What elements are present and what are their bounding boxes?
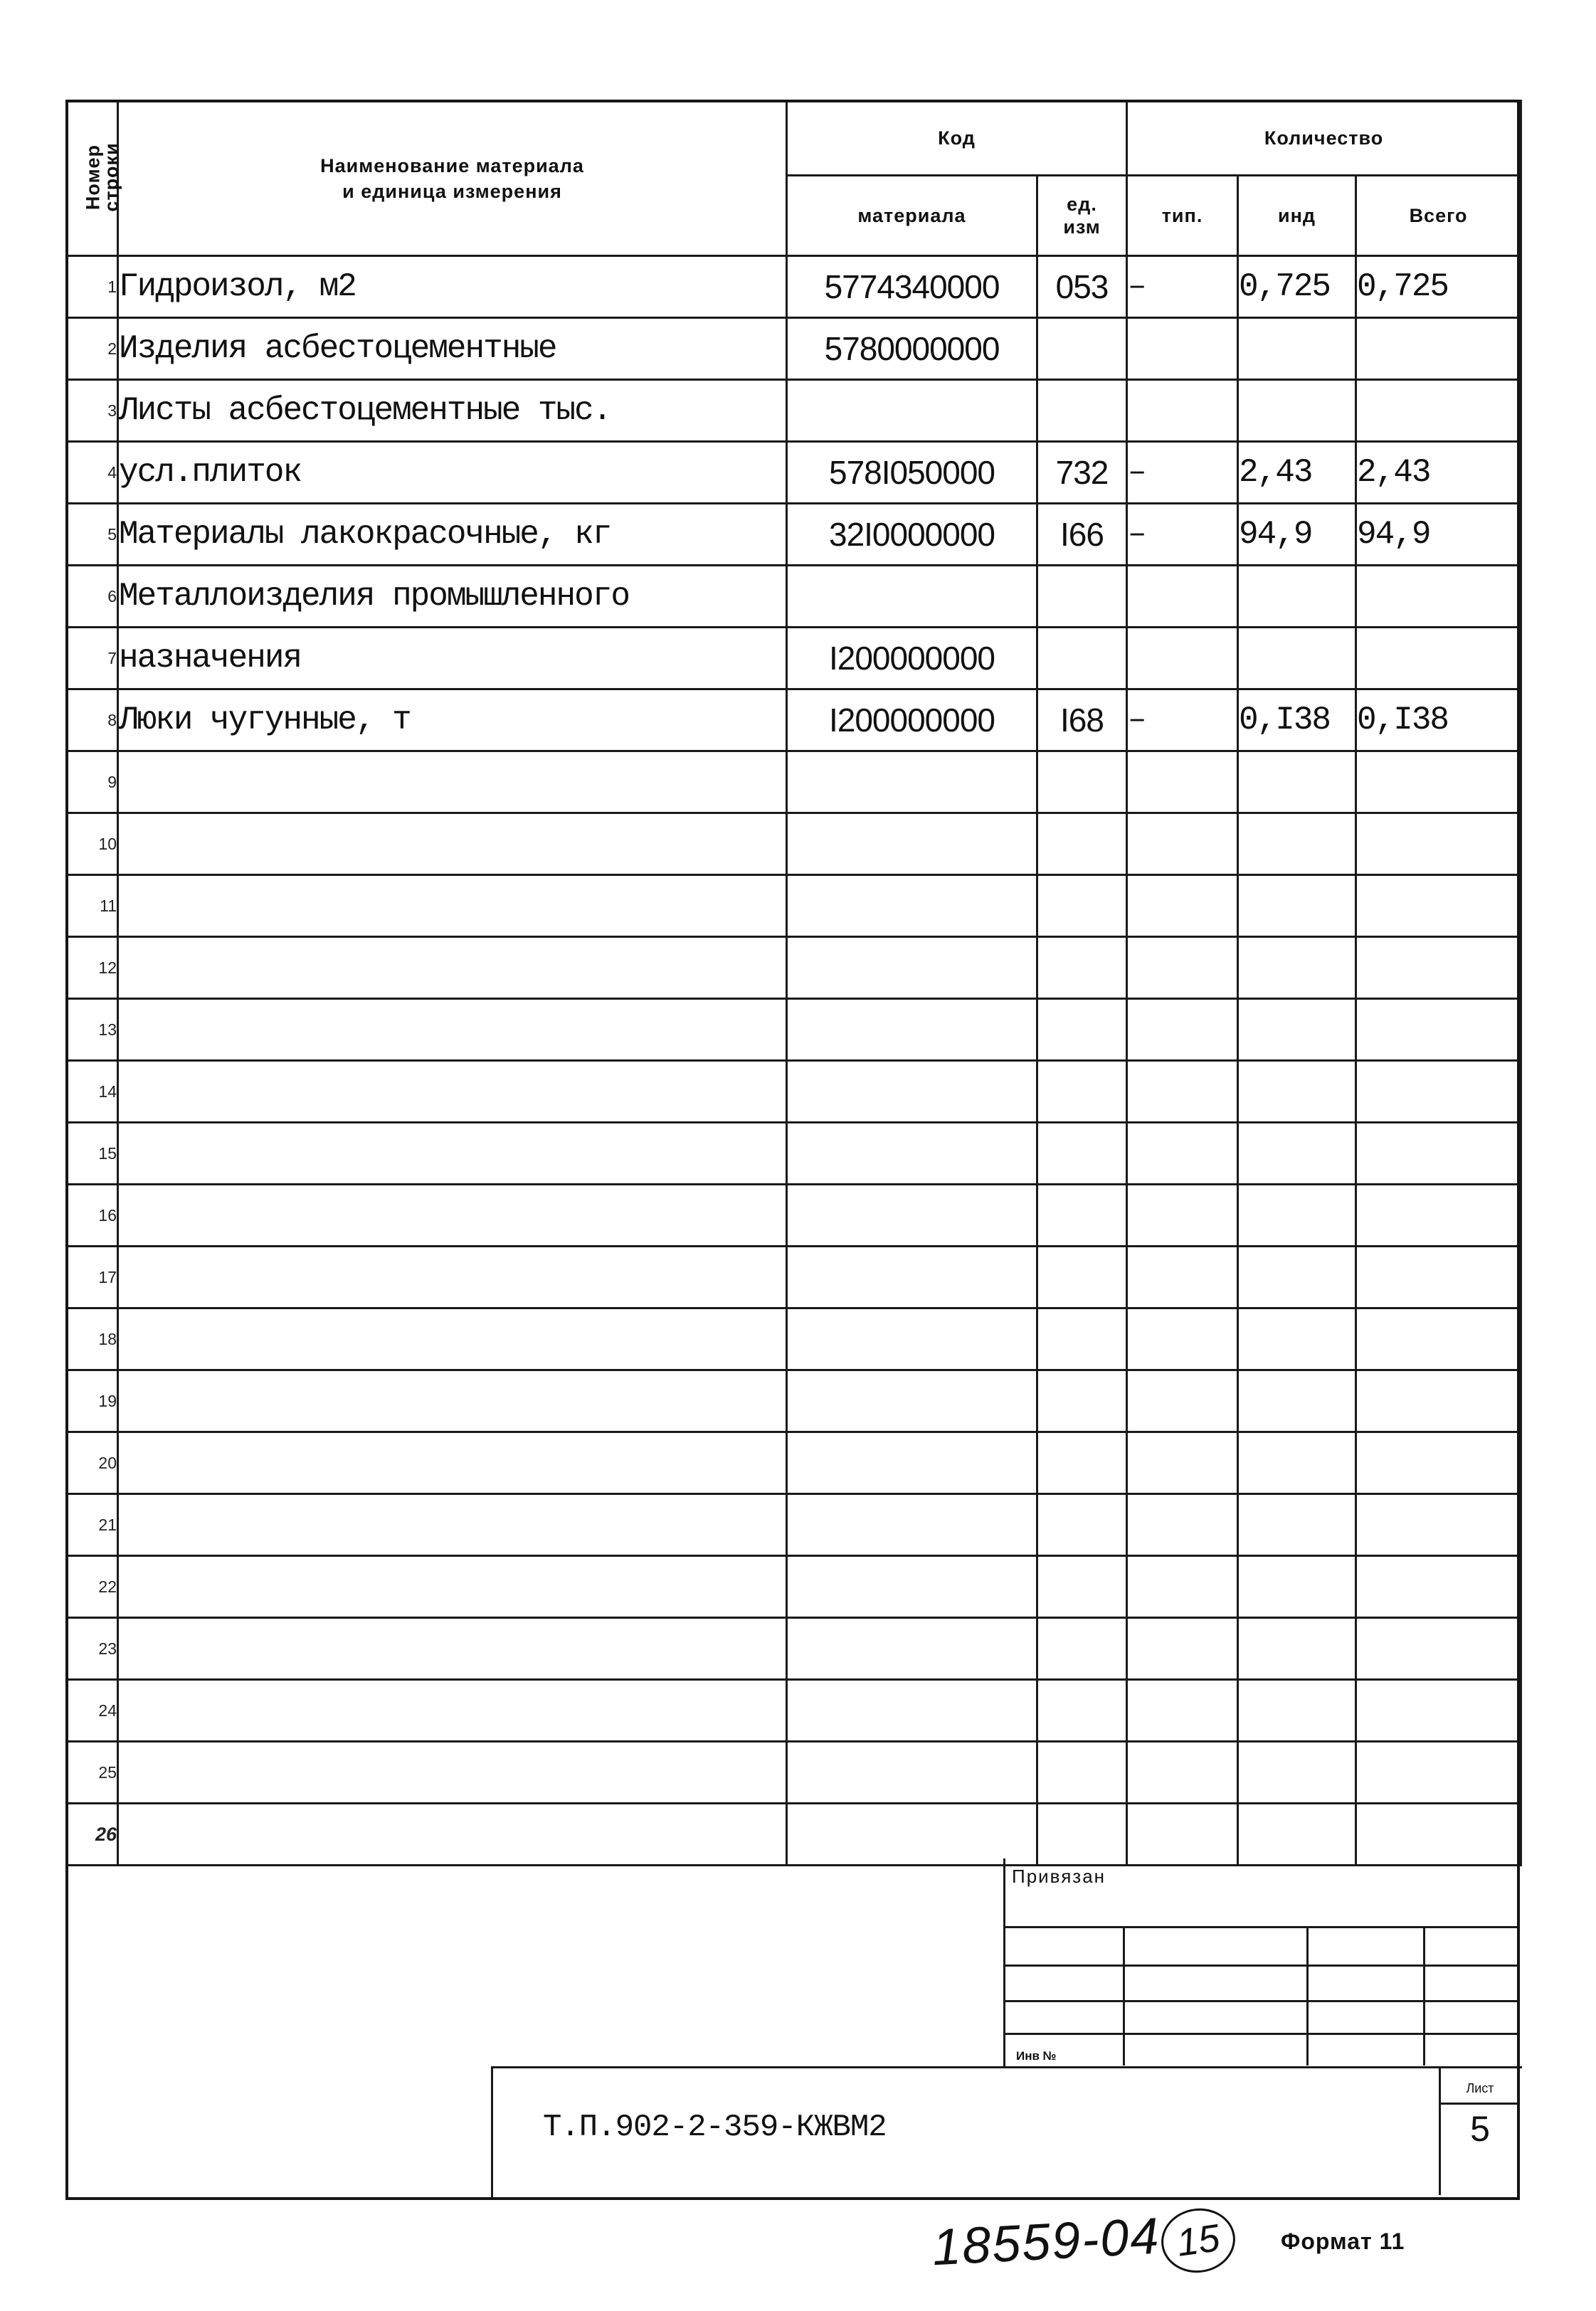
header-unit: ед. изм — [1037, 176, 1127, 256]
qty-ind: 2,43 — [1238, 442, 1356, 504]
row-number: 12 — [67, 937, 118, 999]
qty-total: 0,I38 — [1356, 689, 1521, 751]
qty-total: 0,725 — [1356, 256, 1521, 318]
material-name: Металлоизделия промышленного — [118, 566, 787, 628]
row-number: 6 — [67, 566, 118, 628]
material-name: Изделия асбестоцементные — [118, 318, 787, 380]
qty-typ: – — [1127, 689, 1238, 751]
qty-typ: – — [1127, 504, 1238, 566]
row-number: 22 — [67, 1556, 118, 1618]
row-number: 5 — [67, 504, 118, 566]
spec-sheet — [65, 100, 1520, 2199]
row-number: 19 — [67, 1370, 118, 1432]
document-code: Т.П.902-2-359-КЖВМ2 — [543, 2110, 887, 2145]
row-number: 7 — [67, 628, 118, 689]
sheet-label: Лист — [1441, 2074, 1519, 2105]
header-material-code: материала — [787, 176, 1037, 256]
inventory-label: Инв № — [1016, 2049, 1057, 2063]
material-code: I200000000 — [787, 689, 1037, 751]
row-number: 4 — [67, 442, 118, 504]
header-quantity: Количество — [1127, 101, 1521, 176]
row-number: 15 — [67, 1123, 118, 1185]
row-number: 9 — [67, 751, 118, 813]
header-row-number: Номер строки — [67, 101, 118, 256]
qty-ind: 94,9 — [1238, 504, 1356, 566]
material-code: 5780000000 — [787, 318, 1037, 380]
qty-typ: – — [1127, 256, 1238, 318]
row-number: 17 — [67, 1247, 118, 1308]
row-number: 1 — [67, 256, 118, 318]
material-name: Материалы лакокрасочные, кг — [118, 504, 787, 566]
row-number: 11 — [67, 875, 118, 937]
row-number: 8 — [67, 689, 118, 751]
row-number: 20 — [67, 1432, 118, 1494]
attached-label: Привязан — [1012, 1866, 1106, 1887]
copy-number: 15 — [1157, 2204, 1240, 2278]
row-number: 24 — [67, 1680, 118, 1742]
material-code: 5774340000 — [787, 256, 1037, 318]
sheet-number: 5 — [1470, 2109, 1490, 2149]
footer — [0, 2207, 1596, 2298]
header-total: Всего — [1356, 176, 1521, 256]
material-code: 578I050000 — [787, 442, 1037, 504]
qty-typ: – — [1127, 442, 1238, 504]
row-number: 13 — [67, 999, 118, 1061]
material-name: назначения — [118, 628, 787, 689]
header-code: Код — [787, 101, 1127, 176]
material-code: 32I0000000 — [787, 504, 1037, 566]
qty-ind: 0,I38 — [1238, 689, 1356, 751]
unit-code: I68 — [1037, 689, 1127, 751]
row-number: 10 — [67, 813, 118, 875]
inventory-number: 18559-04 — [931, 2207, 1162, 2277]
unit-code: 732 — [1037, 442, 1127, 504]
row-number: 3 — [67, 380, 118, 442]
unit-code: I66 — [1037, 504, 1127, 566]
material-name: Люки чугунные, т — [118, 689, 787, 751]
material-name: усл.плиток — [118, 442, 787, 504]
material-name: Листы асбестоцементные тыс. — [118, 380, 787, 442]
format-label: Формат 11 — [1281, 2228, 1405, 2254]
material-name: Гидроизол, м2 — [118, 256, 787, 318]
header-typ: тип. — [1127, 176, 1238, 256]
header-material-name: Наименование материала и единица измерения — [118, 101, 787, 256]
qty-ind: 0,725 — [1238, 256, 1356, 318]
row-number: 18 — [67, 1308, 118, 1370]
row-number: 25 — [67, 1742, 118, 1804]
sheet-frame — [65, 100, 1520, 2200]
qty-total: 94,9 — [1356, 504, 1521, 566]
header-ind: инд — [1238, 176, 1356, 256]
row-number: 14 — [67, 1061, 118, 1123]
row-number: 16 — [67, 1185, 118, 1247]
row-number: 2 — [67, 318, 118, 380]
row-number: 21 — [67, 1494, 118, 1556]
qty-total: 2,43 — [1356, 442, 1521, 504]
row-number: 23 — [67, 1618, 118, 1680]
material-code: I200000000 — [787, 628, 1037, 689]
unit-code: 053 — [1037, 256, 1127, 318]
row-number: 26 — [67, 1804, 118, 1866]
